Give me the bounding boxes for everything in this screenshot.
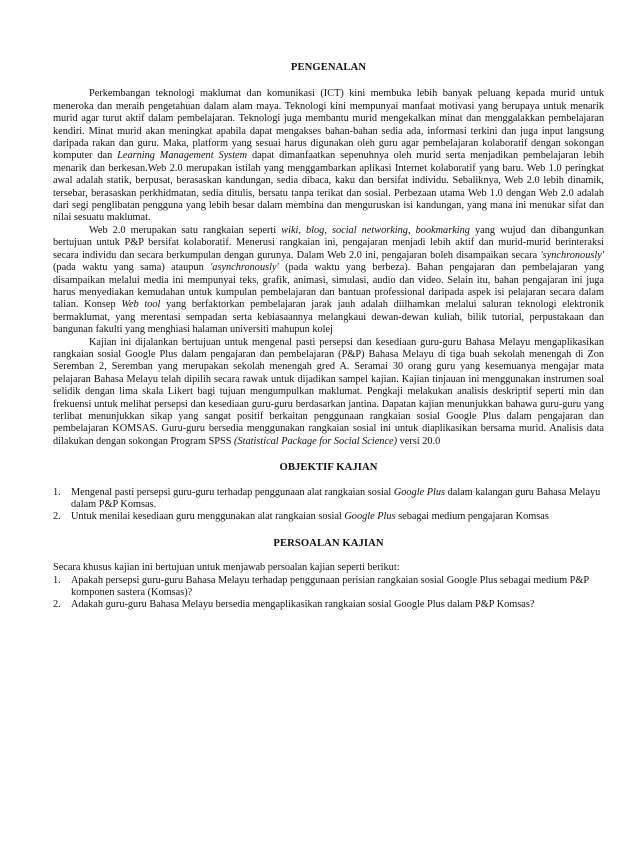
paragraph-text: (pada waktu yang sama) ataupun xyxy=(53,262,211,274)
paragraph-emphasis: Web tool xyxy=(121,299,161,311)
questions-list xyxy=(53,575,604,612)
list-text: Mengenal pasti persepsi guru-guru terhadap penggunaan alat rangkaian sosial xyxy=(71,486,394,498)
paragraph-intro-1 xyxy=(53,88,604,224)
list-number: 1. xyxy=(53,574,61,586)
paragraph-emphasis: wiki, blog, social networking, bookmarking xyxy=(281,224,470,236)
list-emphasis: Google Plus xyxy=(344,511,396,523)
list-text: dalam kalangan guru Bahasa Melayu dalam P&P Komsas. xyxy=(71,486,601,510)
paragraph-emphasis: 'asynchronously' xyxy=(210,262,279,274)
list-item xyxy=(53,599,604,611)
list-item xyxy=(53,487,604,512)
paragraph-text: Perkembangan teknologi maklumat dan komunikasi (ICT) kini membuka lebih banyak peluang kepada murid untuk meneroka dan meraih pengetahuan dalam alam maya. Teknologi kini mempunyai manfaat motivasi yang berupaya untuk menarik murid agar turut aktif dalam pembelajaran. Teknologi juga membantu murid mengekalkan minat dan menggalakkan pembelajaran kendiri. Minat murid akan meningkat apabila dapat mengakses bahan-bahan sedia ada, informasi terkini dan juga input langsung daripada rakan dan guru. Maka, platform yang sesuai harus digunakan oleh guru agar pembelajaran kolaboratif dengan sokongan komputer dan xyxy=(53,88,604,162)
paragraph-emphasis: Learning Management System xyxy=(117,150,248,162)
heading-persoalan-kajian: PERSOALAN KAJIAN xyxy=(273,537,384,549)
list-number: 2. xyxy=(53,511,61,523)
paragraph-text: versi 20.0 xyxy=(397,435,441,447)
list-text: sebagai medium pengajaran Komsas xyxy=(395,511,549,523)
paragraph-intro-2 xyxy=(53,225,604,337)
list-number: 2. xyxy=(53,599,61,611)
objectives-list xyxy=(53,487,604,524)
list-text: Apakah persepsi guru-guru Bahasa Melayu terhadap penggunaan perisian rangkaian sosial Google Plus sebagai medium P&P komponen sastera (Komsas)? xyxy=(71,574,589,599)
paragraph-text: Kajian ini dijalankan bertujuan untuk mengenal pasti persepsi dan kesediaan guru-guru Bahasa Melayu mengaplikasikan rangkaian sosial Google Plus dalam pengajaran dan pembelajaran (P&P) Bahasa Melayu di tiga buah sekolah menengah di Zon Seremban 2, Seremban yang merupakan sekolah menengah gred A. Seramai 30 orang guru yang kesemuanya mengajar mata pelajaran Bahasa Melayu telah dipilih secara rawak untuk dijadikan sampel kajian. Kajian tinjauan ini menggunakan instrumen soal selidik dengan lima skala Likert bagi tujuan mengumpulkan maklumat. Pengkaji melakukan analisis deskriptif seperti min dan frekuensi untuk melihat persepsi dan kesediaan guru-guru berdasarkan jantina. Dapatan kajian menunjukkan bahawa guru-guru yang terlibat menunjukkan sikap yang sangat positif berkaitan penggunaan rangkaian sosial Google Plus dalam pengajaran dan pembelajaran KOMSAS. Guru-guru bersedia menggunakan rangkaian sosial ini untuk diaplikasikan bersama murid. Analisis data dilakukan dengan sokongan Program SPSS xyxy=(53,336,604,447)
questions-intro: Secara khusus kajian ini bertujuan untuk menjawab persoalan kajian seperti berikut: xyxy=(53,562,400,574)
paragraph-text: yang wujud dan dibangunkan bertujuan untuk P&P bersifat kolaboratif. Menerusi rangkaian ini, pengajaran menjadi lebih aktif dan murid-murid berinteraksi secara individu dan secara berkumpulan dengan gurunya. Dalam Web 2.0 ini, pengajaran boleh disampaikan secara xyxy=(53,224,604,261)
list-item xyxy=(53,575,604,600)
paragraph-intro-3 xyxy=(53,337,604,449)
list-item xyxy=(53,511,604,523)
list-emphasis: Google Plus xyxy=(393,486,446,498)
heading-objektif-kajian: OBJEKTIF KAJIAN xyxy=(279,462,378,474)
list-text: Adakah guru-guru Bahasa Melayu bersedia mengaplikasikan rangkaian sosial Google Plus dalam P&P Komsas? xyxy=(71,599,535,611)
paragraph-text: Web 2.0 merupakan satu rangkaian seperti xyxy=(89,224,282,236)
list-number: 1. xyxy=(53,486,61,498)
paragraph-text: dapat dimanfaatkan sepenuhnya oleh murid serta menjadikan pembelajaran lebih menarik dan berkesan.Web 2.0 merupakan istilah yang menggambarkan aplikasi Internet kolaboratif yang baru. Web 1.0 peringkat awal adalah statik, berpusat, berasaskan kandungan, sedia dibaca, kaku dan bersifat individu. Sebaliknya, Web 2.0 lebih dinamik, tersebar, berasaskan perkhidmatan, sedia ditulis, bersatu tanpa terikat dan sosial. Perbezaan utama Web 1.0 dengan Web 2.0 adalah dari segi penglibatan pengguna yang lebih besar dalam membina dan menguruskan isi kandungan, yang mana ini menukar sifat dan nilai sesuatu maklumat. xyxy=(53,150,604,224)
paragraph-emphasis: (Statistical Package for Social Science) xyxy=(234,435,398,447)
paragraph-text: (pada waktu yang berbeza). Bahan pengajaran dan pembelajaran yang disampaikan melalui media ini mempunyai teks, grafik, animasi, simulasi, audio dan video. Selain itu, bahan pengajaran ini juga harus menyediakan kemudahan untuk kumpulan pembelajaran dan bantuan professional daripada aspek isi pelajaran secara dalam talian. Konsep xyxy=(53,262,604,311)
list-text: Untuk menilai kesediaan guru menggunakan alat rangkaian sosial xyxy=(71,511,345,523)
paragraph-text: yang berfaktorkan pembelajaran jarak jauh adalah diilhamkan melalui saluran teknologi elektronik bermaklumat, yang merentasi sempadan serta kebiasaannya melangkaui dewan-dewan kuliah, bilik tutorial, perpustakaan dan bangunan fakulti yang menghiasi halaman universiti mahupun kolej xyxy=(53,299,604,336)
paragraph-emphasis: 'synchronously' xyxy=(540,249,604,261)
heading-pengenalan: PENGENALAN xyxy=(290,62,367,73)
